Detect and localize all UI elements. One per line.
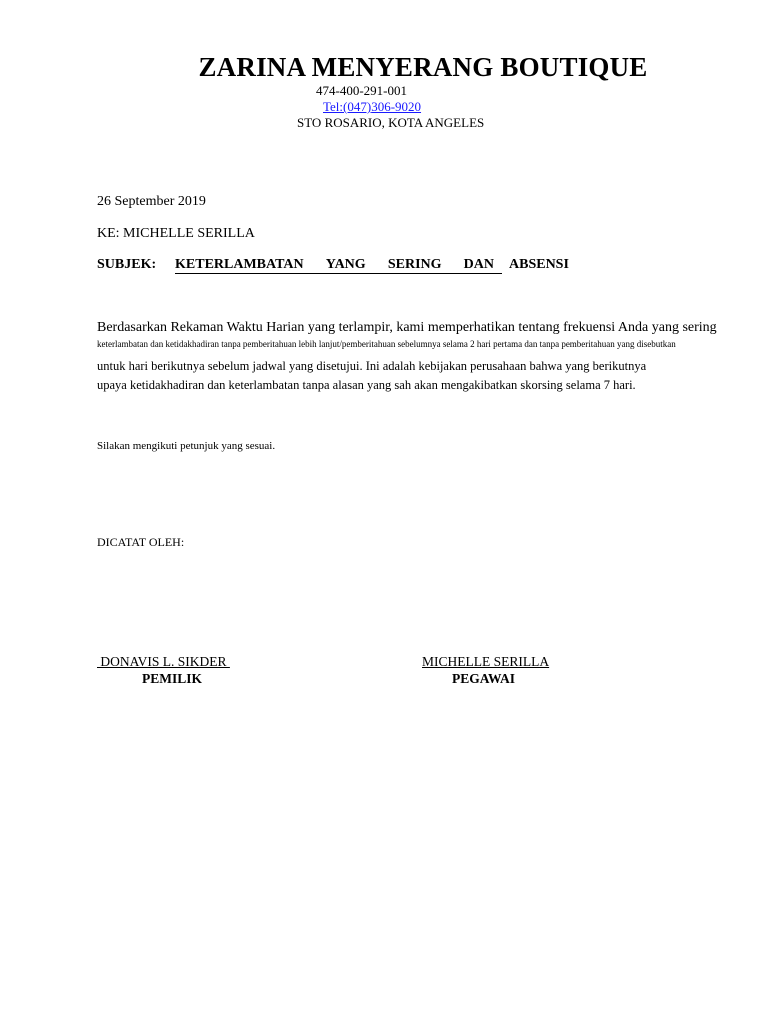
employee-role: PEGAWAI <box>452 671 516 686</box>
employee-signature-name: MICHELLE SERILLA <box>422 654 550 669</box>
body-line: keterlambatan dan ketidakhadiran tanpa pemberitahuan lebih lanjut/pemberitahuan sebelumnya selama 2 hari pertama dan tanpa pemberitahuan yang disebutkan <box>97 339 676 349</box>
subject-word-last: ABSENSI <box>509 257 569 272</box>
letter-date: 26 September 2019 <box>97 194 206 209</box>
subject-word: KETERLAMBATAN <box>175 257 304 272</box>
instruction-text: Silakan mengikuti petunjuk yang sesuai. <box>97 440 276 452</box>
telephone <box>323 99 421 115</box>
subject-label: SUBJEK: <box>97 257 157 272</box>
subject-word: DAN <box>463 257 494 272</box>
telephone-number[interactable]: 306-9020 <box>371 99 422 114</box>
owner-signature-name: DONAVIS L. SIKDER <box>97 654 230 669</box>
subject-underlined <box>175 257 502 274</box>
telephone-link[interactable]: Tel:(047) <box>323 99 372 114</box>
subject-line <box>97 257 597 277</box>
subject-word: SERING <box>387 257 442 272</box>
noted-by-label: DICATAT OLEH: <box>97 535 185 549</box>
owner-role: PEMILIK <box>142 671 203 686</box>
company-name: ZARINA MENYERANG BOUTIQUE <box>198 52 648 82</box>
recipient-line: KE: MICHELLE SERILLA <box>97 226 255 241</box>
tax-id: 474-400-291-001 <box>316 83 407 98</box>
body-line: upaya ketidakhadiran dan keterlambatan tanpa alasan yang sah akan mengakibatkan skorsing selama 7 hari. <box>97 378 636 392</box>
subject-word: YANG <box>325 257 366 272</box>
body-line: untuk hari berikutnya sebelum jadwal yang disetujui. Ini adalah kebijakan perusahaan bahwa yang berikutnya <box>97 359 647 373</box>
company-address: STO ROSARIO, KOTA ANGELES <box>297 115 485 130</box>
body-line: Berdasarkan Rekaman Waktu Harian yang terlampir, kami memperhatikan tentang frekuensi Anda yang sering <box>97 320 717 335</box>
